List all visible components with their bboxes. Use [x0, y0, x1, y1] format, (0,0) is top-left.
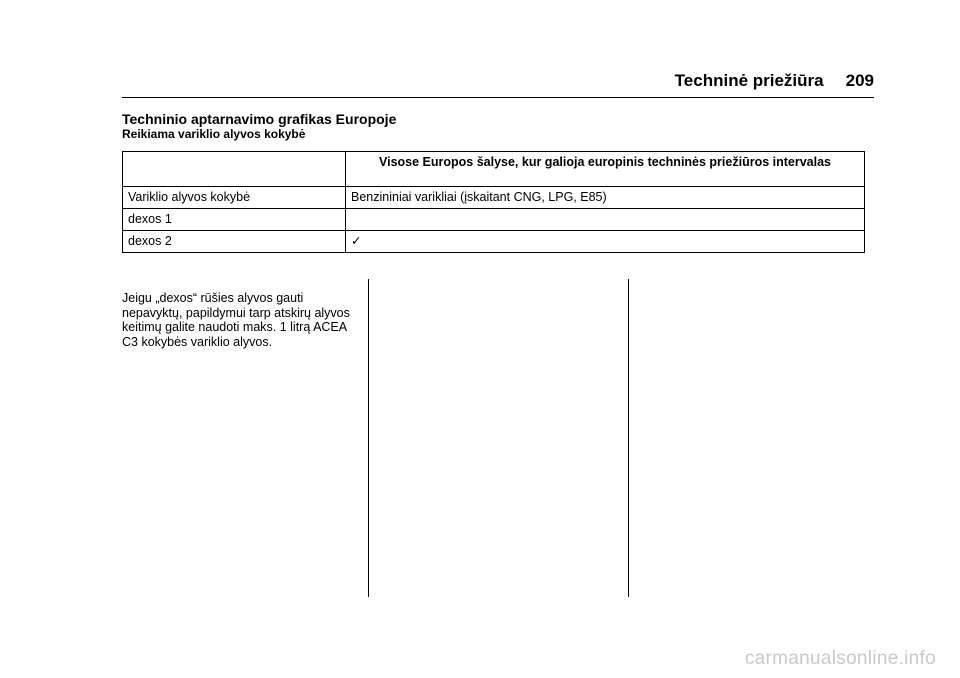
table-cell	[346, 209, 865, 231]
table-cell: dexos 1	[123, 209, 346, 231]
page-number: 209	[845, 71, 874, 90]
table-cell: Variklio alyvos kokybė	[123, 187, 346, 209]
table-header-cell-region: Visose Europos šalyse, kur galioja europinis techninės priežiūros intervalas	[346, 152, 865, 187]
table-cell: Benzininiai varikliai (įskaitant CNG, LPG, E85)	[346, 187, 865, 209]
note-paragraph: Jeigu „dexos“ rūšies alyvos gauti nepavyktų, papildymui tarp atskirų alyvos keitimų galite naudoti maks. 1 litrą ACEA C3 kokybės variklio alyvos.	[122, 291, 350, 349]
table-cell: dexos 2	[123, 231, 346, 253]
table-row	[123, 231, 865, 253]
table-row	[123, 187, 865, 209]
table-caption: Reikiama variklio alyvos kokybė	[122, 127, 306, 141]
table-row	[123, 209, 865, 231]
header-rule	[122, 97, 874, 98]
check-mark-cell: ✓	[346, 231, 865, 253]
table-header-row	[123, 152, 865, 187]
watermark: carmanualsonline.info	[744, 648, 936, 669]
column-divider	[628, 279, 629, 597]
section-title: Techninio aptarnavimo grafikas Europoje	[122, 111, 397, 127]
running-header	[675, 71, 874, 91]
column-divider	[368, 279, 369, 597]
table-header-cell-empty	[123, 152, 346, 187]
section-name: Techninė priežiūra	[674, 71, 824, 90]
oil-quality-table	[122, 151, 865, 253]
